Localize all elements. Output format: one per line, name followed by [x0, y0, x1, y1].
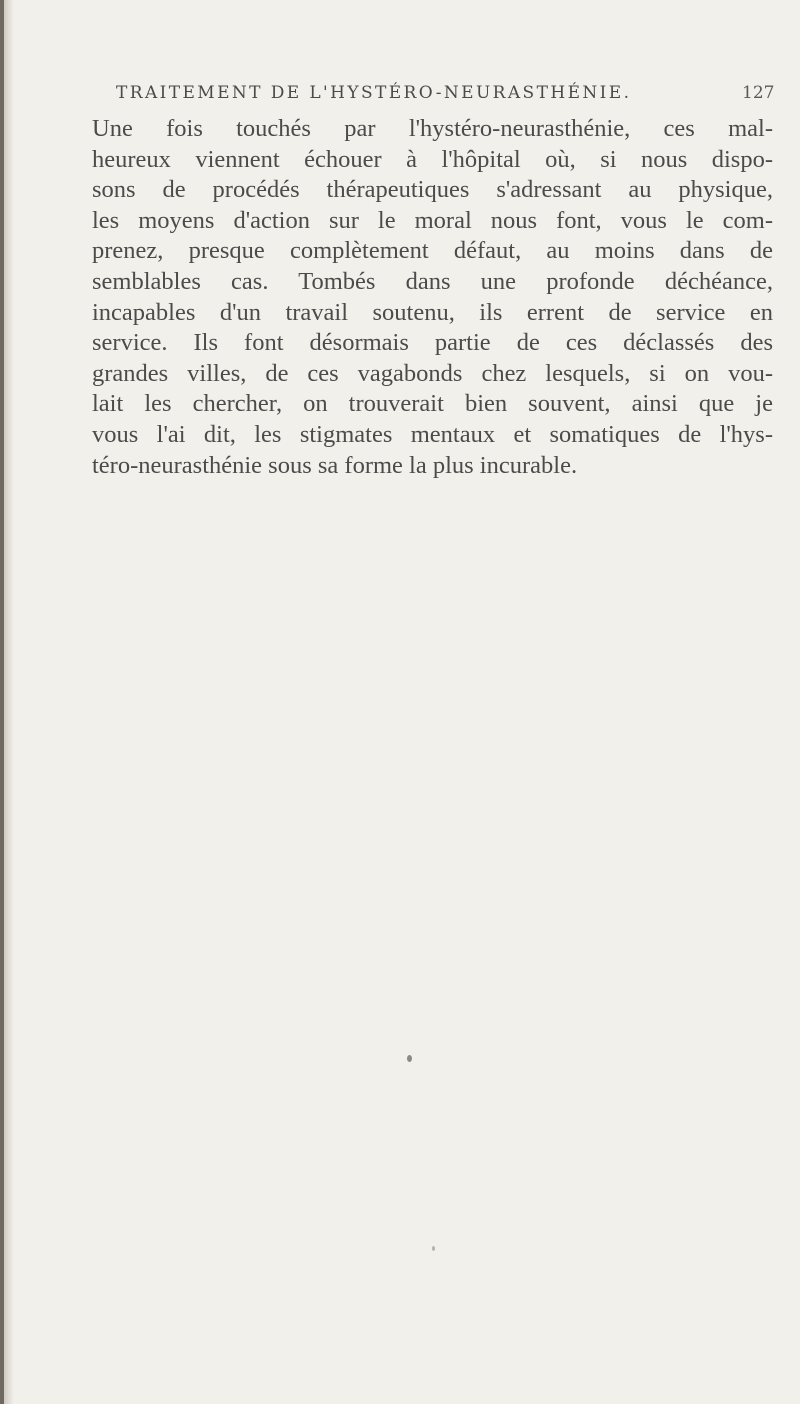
text-line: service. Ils font désormais partie de ces déclassés des: [92, 329, 773, 357]
body-paragraph: [92, 114, 792, 481]
text-line: les moyens d'action sur le moral nous font, vous le com-: [92, 206, 773, 234]
text-line: lait les chercher, on trouverait bien souvent, ainsi que je: [92, 390, 773, 418]
page-gutter-shadow: [4, 0, 14, 1404]
text-line: semblables cas. Tombés dans une profonde déchéance,: [92, 267, 773, 295]
text-line: téro-neurasthénie sous sa forme la plus incurable.: [92, 451, 578, 479]
paper-speck: [407, 1055, 412, 1062]
running-head: [0, 83, 800, 113]
text-line: incapables d'un travail soutenu, ils errent de service en: [92, 298, 773, 326]
running-head-title: TRAITEMENT DE L'HYSTÉRO-NEURASTHÉNIE.: [116, 83, 632, 103]
paper-speck: [432, 1246, 435, 1251]
text-line: prenez, presque complètement défaut, au moins dans de: [92, 237, 773, 265]
text-line: grandes villes, de ces vagabonds chez lesquels, si on vou-: [92, 359, 773, 387]
text-line: sons de procédés thérapeutiques s'adressant au physique,: [92, 176, 773, 204]
text-line: Une fois touchés par l'hystéro-neurasthénie, ces mal-: [92, 115, 773, 142]
text-line: vous l'ai dit, les stigmates mentaux et somatiques de l'hys-: [92, 420, 773, 448]
page-number: 127: [742, 83, 775, 103]
text-line: heureux viennent échouer à l'hôpital où, si nous dispo-: [92, 145, 773, 173]
